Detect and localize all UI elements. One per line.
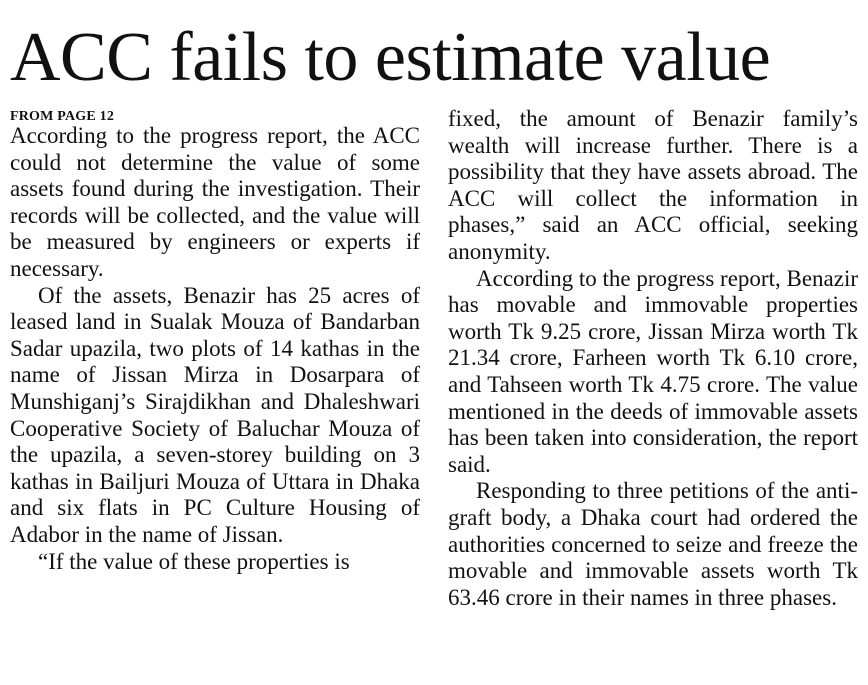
paragraph-4: According to the progress report, Benazir has movable and immovable properties worth Tk 9.25 crore, Jissan Mirza worth Tk 21.34 crore, Farheen worth Tk 6.10 crore, and Tahseen worth Tk 4.75 crore. The value mentioned in the deeds of immovable assets has been taken into consideration, the report said. [448, 265, 858, 477]
headline: ACC fails to estimate value [10, 19, 771, 96]
paragraph-5: Responding to three petitions of the anti-graft body, a Dhaka court had ordered the authorities concerned to seize and freeze the movable and immovable assets worth Tk 63.46 crore in their names in three phases. [448, 478, 858, 610]
paragraph-3-continued: fixed, the amount of Benazir family’s wealth will increase further. There is a possibility that they have assets abroad. The ACC will collect the information in phases,” said an ACC official, seeking anonymity. [448, 106, 858, 264]
paragraph-1: According to the progress report, the ACC could not determine the value of some assets found during the investigation. Their records will be collected, and the value will be measured by engineers or experts if necessary. [10, 123, 420, 281]
article-column-right [448, 106, 858, 611]
paragraph-2: Of the assets, Benazir has 25 acres of leased land in Sualak Mouza of Bandarban Sadar upazila, two plots of 14 kathas in the name of Jissan Mirza in Dosarpara of Munshiganj’s Sirajdikhan and Dhaleshwari Cooperative Society of Baluchar Mouza of the upazila, a seven-storey building on 3 kathas in Bailjuri Mouza of Uttara in Dhaka and six flats in PC Culture Housing of Adabor in the name of Jissan. [10, 282, 420, 547]
article-column-left [10, 108, 420, 575]
kicker-from-page: FROM PAGE 12 [10, 109, 115, 124]
paragraph-3-start: “If the value of these properties is [38, 548, 350, 574]
